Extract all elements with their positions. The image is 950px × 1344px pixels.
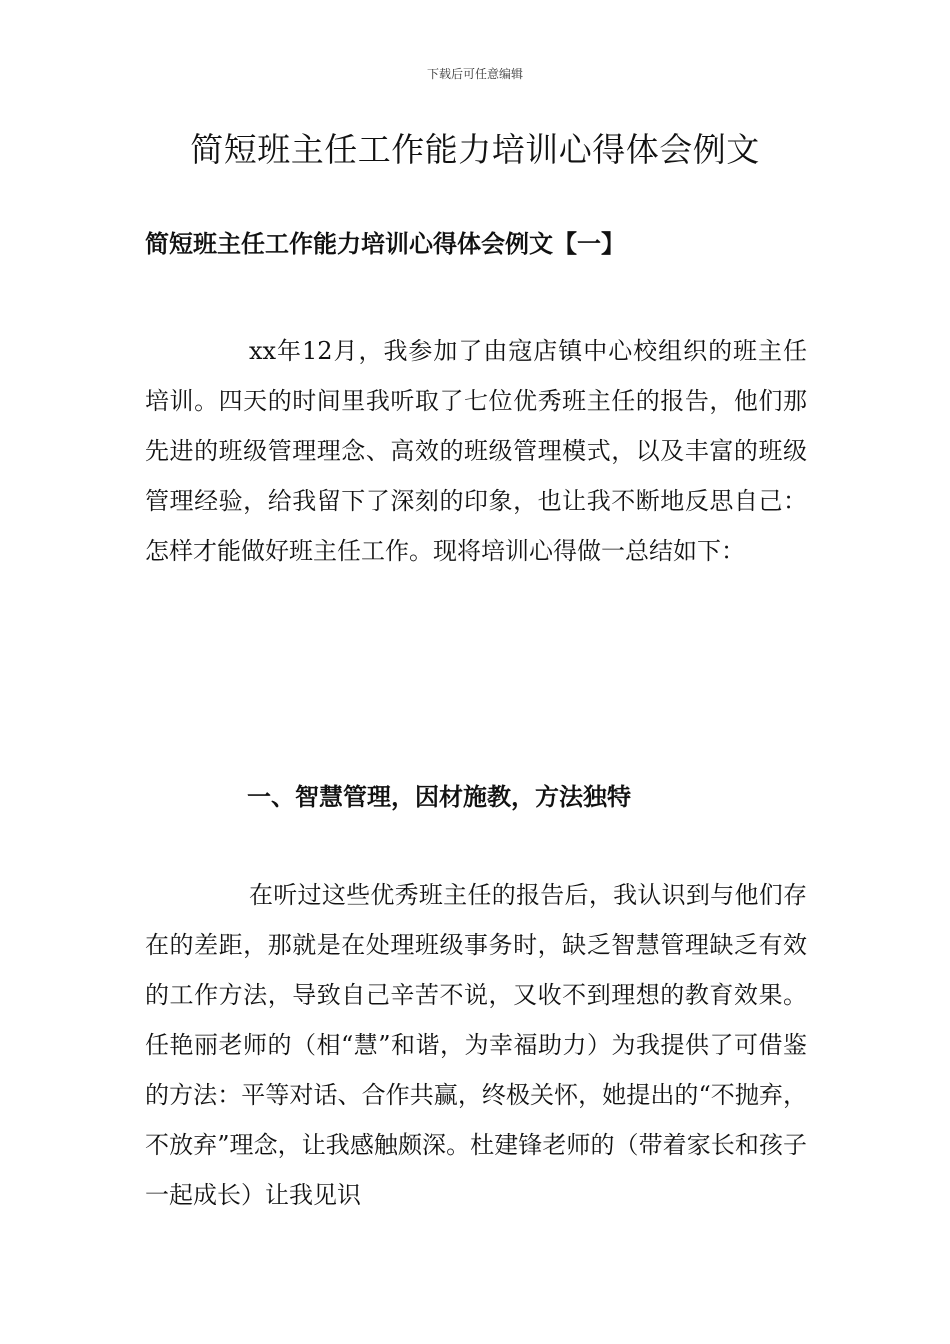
header-note: 下载后可任意编辑 (426, 67, 523, 81)
document-title: 简短班主任工作能力培训心得体会例文 (190, 130, 760, 169)
body-paragraph-intro: xx年12月，我参加了由寇店镇中心校组织的班主任培训。四天的时间里我听取了七位优秀班主任的报告，他们那先进的班级管理理念、高效的班级管理模式，以及丰富的班级管理经验，给我留下了深刻的印象，也让我不断地反思自己：怎样才能做好班主任工作。现将培训心得做一总结如下： (145, 337, 807, 565)
section-heading: 简短班主任工作能力培训心得体会例文【一】 (145, 229, 625, 258)
body-paragraph-reflection: 在听过这些优秀班主任的报告后，我认识到与他们存在的差距，那就是在处理班级事务时，缺乏智慧管理缺乏有效的工作方法，导致自己辛苦不说，又收不到理想的教育效果。任艳丽老师的（相“慧”和谐，为幸福助力）为我提供了可借鉴的方法：平等对话、合作共赢，终极关怀，她提出的“不抛弃，不放弃”理念，让我感触颇深。杜建锋老师的（带着家长和孩子一起成长）让我见识 (145, 881, 807, 1209)
sub-heading-wisdom-management: 一、智慧管理，因材施教，方法独特 (247, 782, 631, 811)
